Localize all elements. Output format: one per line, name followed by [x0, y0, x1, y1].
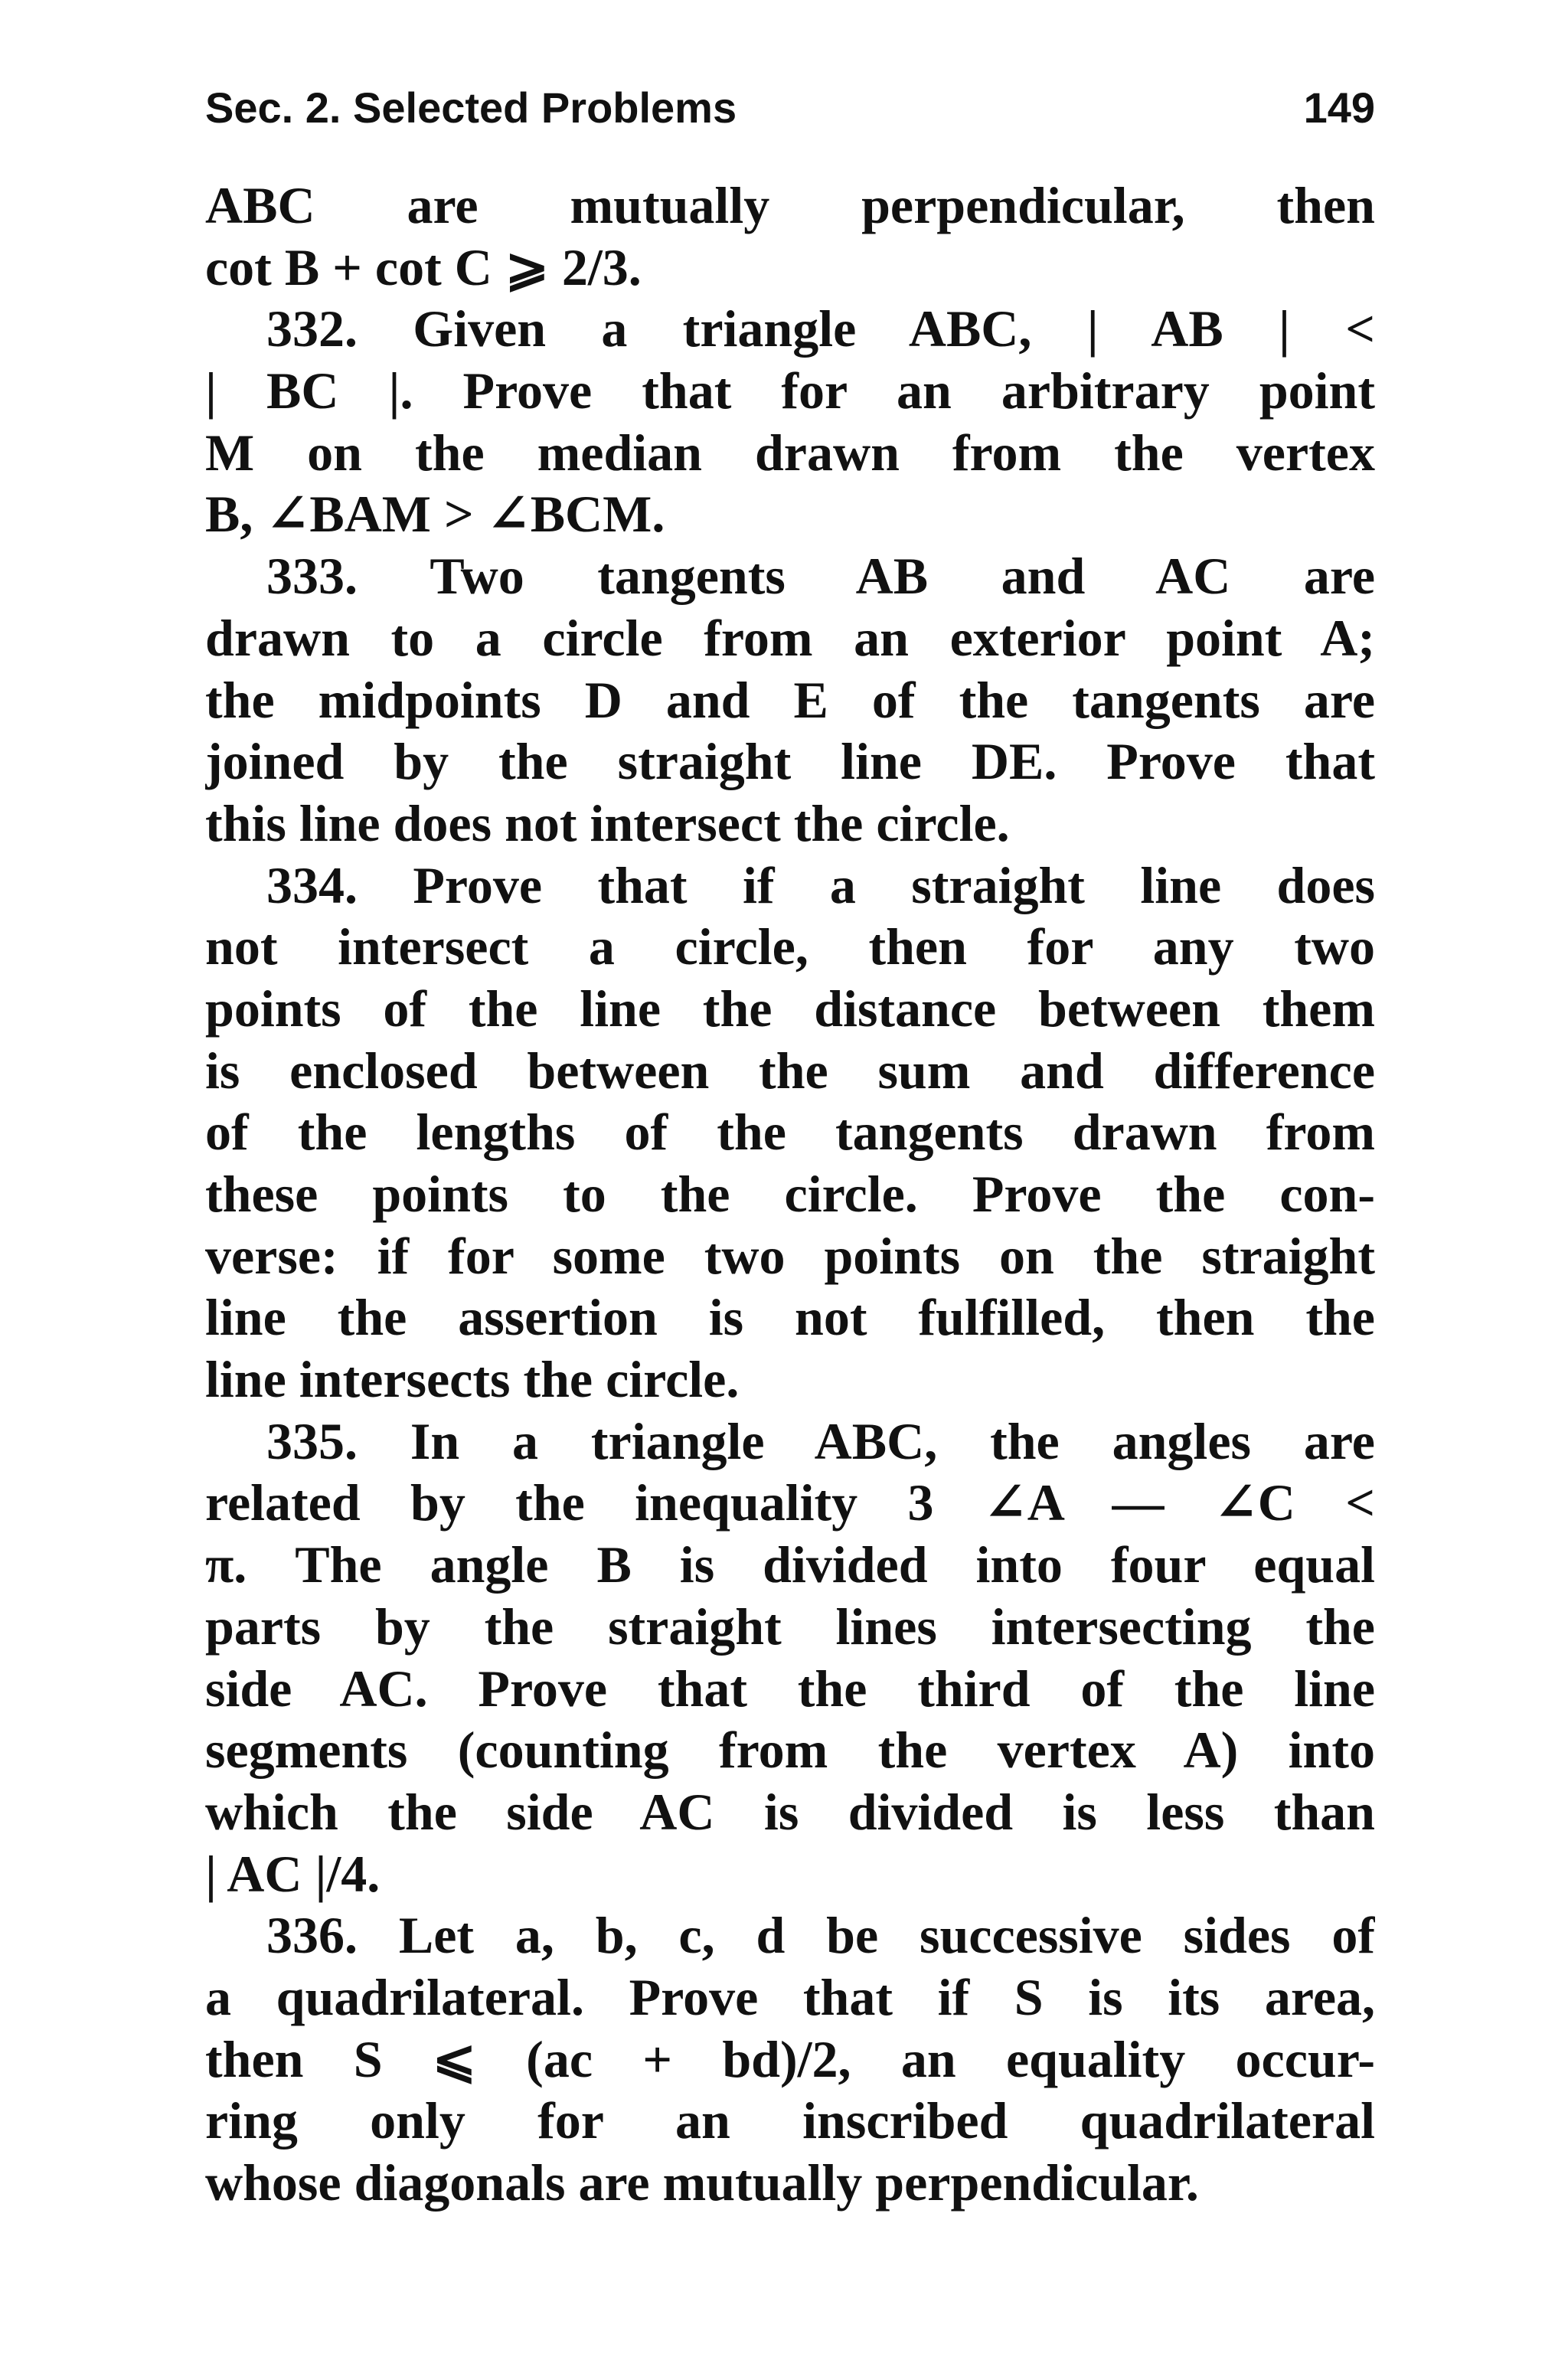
text-line: ring only for an inscribed quadrilateral — [205, 2091, 1375, 2150]
text-line: 335. In a triangle ABC, the angles are — [266, 1411, 1375, 1470]
text-line: these points to the circle. Prove the con- — [205, 1165, 1375, 1223]
text-line: 332. Given a triangle ABC, | AB | < — [266, 299, 1375, 358]
text-line: then S ⩽ (ac + bd)/2, an equality occur- — [205, 2029, 1375, 2088]
text-line: | AC |/4. — [205, 1844, 381, 1903]
text-line: points of the line the distance between them — [205, 979, 1375, 1038]
text-line: 333. Two tangents AB and AC are — [266, 547, 1375, 606]
text-line: drawn to a circle from an exterior point A; — [205, 608, 1375, 667]
text-line: cot B + cot C ⩾ 2/3. — [205, 237, 642, 296]
text-line: segments (counting from the vertex A) into — [205, 1721, 1375, 1780]
page-number: 149 — [1303, 83, 1375, 132]
text-line: not intersect a circle, then for any two — [205, 917, 1375, 976]
text-line: this line does not intersect the circle. — [205, 793, 1010, 852]
text-line: related by the inequality 3 ∠A — ∠C < — [205, 1473, 1375, 1532]
text-line: a quadrilateral. Prove that if S is its area, — [205, 1967, 1375, 2026]
problem-text — [205, 175, 1375, 2214]
text-line: whose diagonals are mutually perpendicular. — [205, 2153, 1199, 2212]
text-line: which the side AC is divided is less than — [205, 1782, 1375, 1841]
text-line: M on the median drawn from the vertex — [205, 423, 1375, 482]
text-line: line intersects the circle. — [205, 1350, 740, 1409]
text-line: the midpoints D and E of the tangents are — [205, 670, 1375, 729]
text-line: parts by the straight lines intersecting the — [205, 1597, 1375, 1656]
text-line: | BC |. Prove that for an arbitrary point — [205, 361, 1375, 420]
text-line: is enclosed between the sum and difference — [205, 1041, 1375, 1100]
text-line: ABC are mutually perpendicular, then — [205, 176, 1375, 234]
text-line: side AC. Prove that the third of the line — [205, 1659, 1375, 1718]
text-line: joined by the straight line DE. Prove that — [205, 732, 1375, 791]
running-head — [205, 74, 1375, 142]
text-line: 334. Prove that if a straight line does — [266, 855, 1375, 914]
text-line: of the lengths of the tangents drawn from — [205, 1103, 1375, 1162]
text-line: line the assertion is not fulfilled, then the — [205, 1288, 1375, 1347]
text-line: π. The angle B is divided into four equal — [205, 1535, 1375, 1594]
text-line: 336. Let a, b, c, d be successive sides of — [266, 1906, 1375, 1965]
section-title: Sec. 2. Selected Problems — [205, 83, 737, 132]
text-line: B, ∠BAM > ∠BCM. — [205, 485, 665, 544]
text-line: verse: if for some two points on the straight — [205, 1226, 1375, 1285]
